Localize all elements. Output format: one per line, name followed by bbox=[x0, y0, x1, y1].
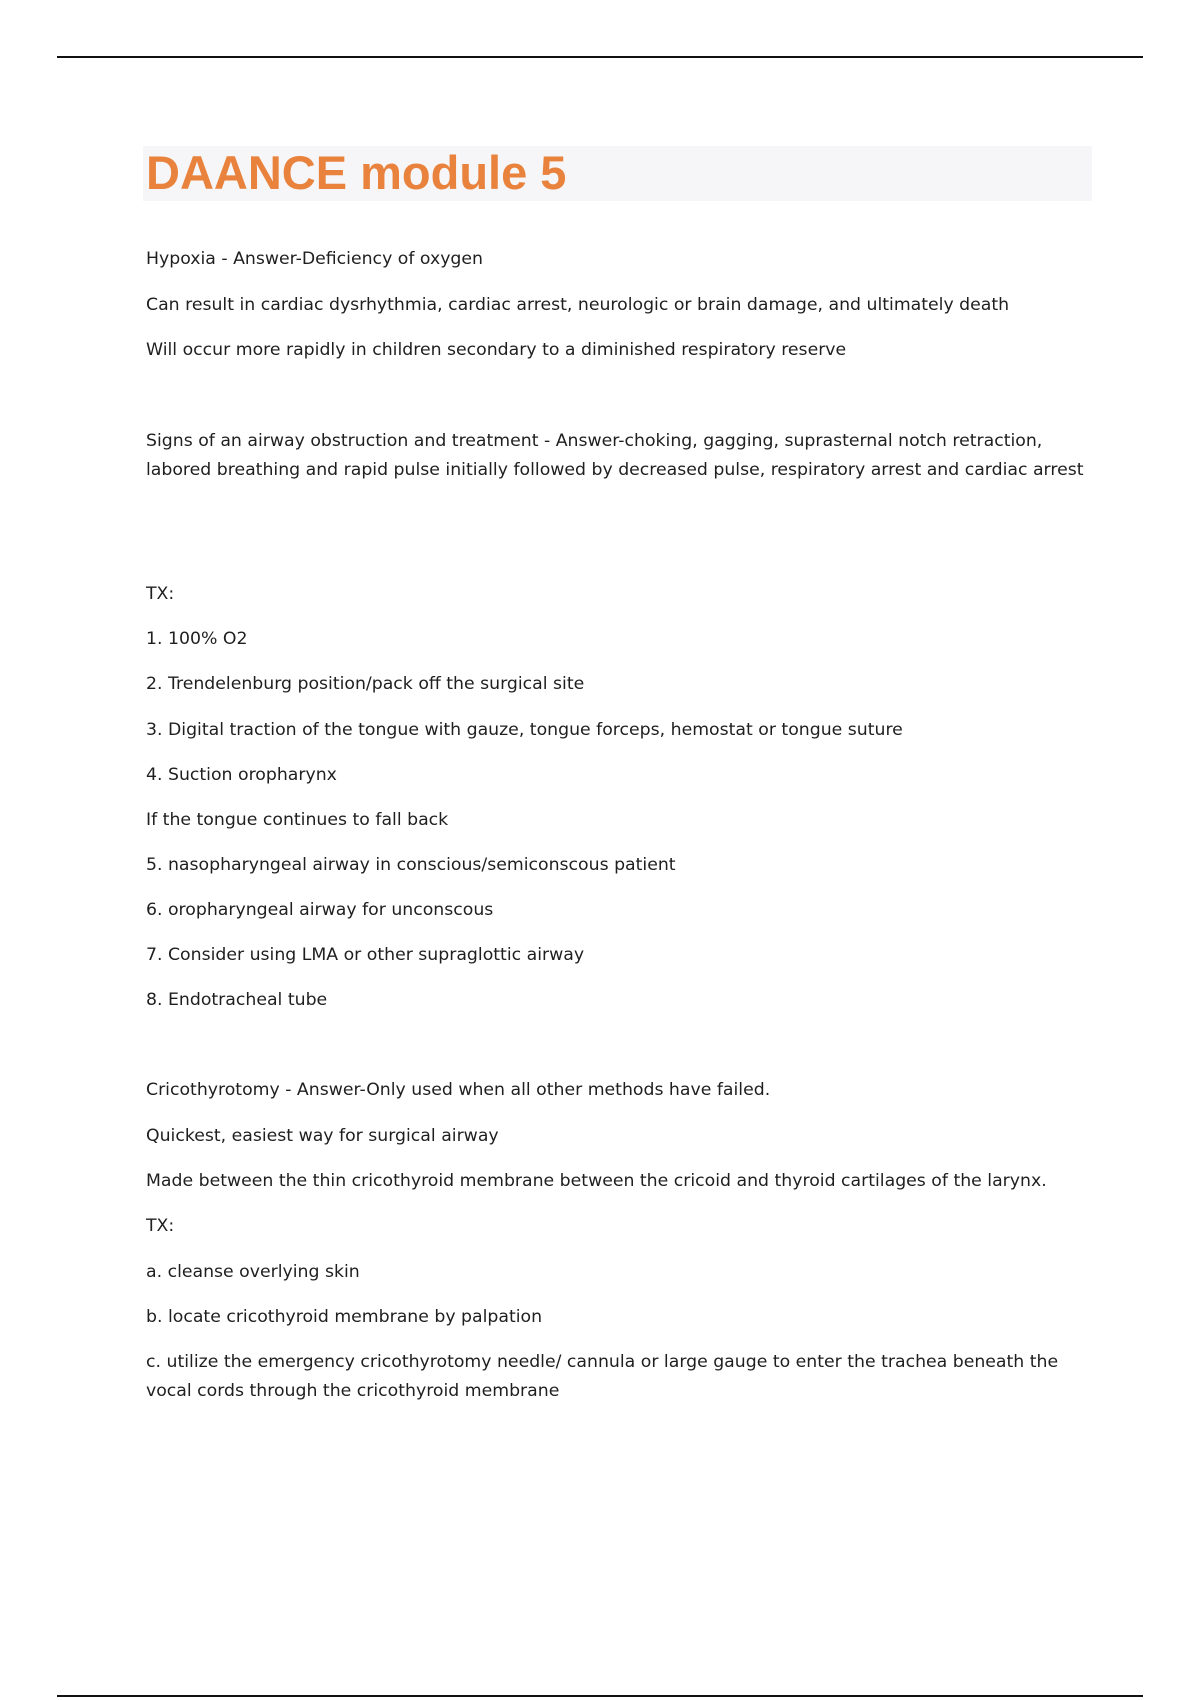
hypoxia-question: Hypoxia - Answer-Deficiency of oxygen bbox=[146, 249, 483, 269]
airway-step: 1. 100% O2 bbox=[146, 629, 248, 649]
cricothyrotomy-step: b. locate cricothyroid membrane by palpation bbox=[146, 1307, 543, 1327]
airway-step: 8. Endotracheal tube bbox=[146, 990, 328, 1010]
document-title: DAANCE module 5 bbox=[146, 146, 567, 199]
cricothyrotomy-location: Made between the thin cricothyroid membrane between the cricoid and thyroid cartilages of the larynx. bbox=[146, 1171, 1047, 1191]
airway-step: 5. nasopharyngeal airway in conscious/semiconscous patient bbox=[146, 855, 676, 875]
airway-tx-label: TX: bbox=[146, 584, 175, 604]
bottom-divider bbox=[57, 1695, 1143, 1697]
cricothyrotomy-tx-label: TX: bbox=[146, 1216, 175, 1236]
cricothyrotomy-step: c. utilize the emergency cricothyrotomy needle/ cannula or large gauge to enter the trachea beneath the vocal cords through the cricothyroid membrane bbox=[146, 1352, 1059, 1401]
airway-step: 6. oropharyngeal airway for unconscous bbox=[146, 900, 494, 920]
airway-step: 4. Suction oropharynx bbox=[146, 765, 337, 785]
hypoxia-consequences: Can result in cardiac dysrhythmia, cardiac arrest, neurologic or brain damage, and ultimately death bbox=[146, 295, 1010, 315]
airway-step-note: If the tongue continues to fall back bbox=[146, 810, 449, 830]
cricothyrotomy-step: a. cleanse overlying skin bbox=[146, 1262, 360, 1282]
airway-question: Signs of an airway obstruction and treatment - Answer-choking, gagging, suprasternal notch retraction, labored breathing and rapid pulse initially followed by decreased pulse, respiratory arrest and cardiac arrest bbox=[146, 431, 1084, 480]
hypoxia-children-note: Will occur more rapidly in children secondary to a diminished respiratory reserve bbox=[146, 340, 847, 360]
airway-step: 3. Digital traction of the tongue with gauze, tongue forceps, hemostat or tongue suture bbox=[146, 720, 903, 740]
airway-step: 7. Consider using LMA or other supraglottic airway bbox=[146, 945, 585, 965]
top-divider bbox=[57, 56, 1143, 58]
cricothyrotomy-note: Quickest, easiest way for surgical airway bbox=[146, 1126, 499, 1146]
cricothyrotomy-question: Cricothyrotomy - Answer-Only used when all other methods have failed. bbox=[146, 1080, 771, 1100]
airway-step: 2. Trendelenburg position/pack off the surgical site bbox=[146, 674, 585, 694]
